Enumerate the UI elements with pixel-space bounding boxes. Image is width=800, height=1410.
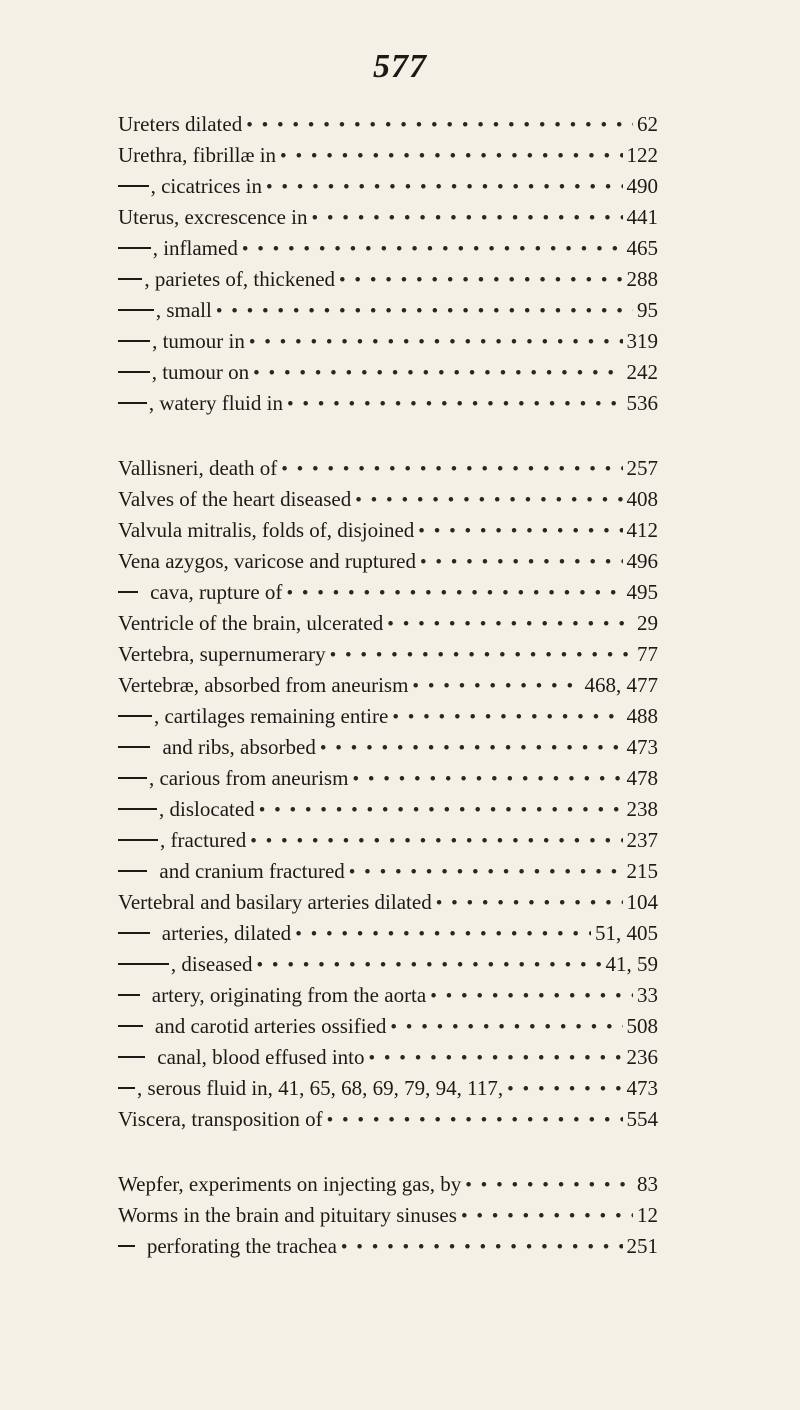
entry-pages: 490 [626,174,658,198]
entry-label: Vertebræ, absorbed from aneurism [118,673,409,697]
dot-leader [246,115,633,137]
entry-pages: 465 [626,236,658,260]
index-entry [118,735,658,766]
ditto-dash [118,839,158,841]
entry-pages: 83 [637,1172,658,1196]
entry-pages: 257 [626,456,658,480]
entry-pages: 496 [626,549,658,573]
ditto-dash [118,963,169,965]
ditto-dash [118,340,150,342]
ditto-dash [118,1245,135,1247]
ditto-dash [118,185,149,187]
ditto-dash [118,870,147,872]
index-entry [118,518,658,549]
index-entry [118,298,658,329]
entry-label: arteries, dilated [161,921,292,945]
dot-leader [311,208,622,230]
dot-leader [387,614,633,636]
dot-leader [507,1079,622,1101]
index-entry [118,174,658,205]
entry-label: Viscera, transposition of [118,1107,323,1131]
entry-pages: 251 [626,1234,658,1258]
dot-leader [436,893,623,915]
page-number: 577 [373,48,427,85]
dot-leader [242,239,623,261]
dot-leader [250,831,622,853]
entry-pages: 51, 405 [595,921,658,945]
dot-leader [465,1175,633,1197]
entry-label: artery, originating from the aorta [151,983,427,1007]
index-entry [118,797,658,828]
entry-label: , parietes of, thickened [144,267,336,291]
ditto-dash [118,808,157,810]
ditto-dash [118,777,147,779]
entry-label: perforating the trachea [146,1234,337,1258]
dot-leader [349,862,623,884]
dot-leader [253,363,622,385]
entry-pages: 12 [637,1203,658,1227]
index-entry [118,766,658,797]
entry-pages: 29 [637,611,658,635]
dot-leader [420,552,623,574]
dot-leader [281,459,622,481]
dot-leader [412,676,580,698]
entry-label: , cartilages remaining entire [153,704,389,728]
entry-label: , tumour in [152,329,245,353]
entry-label: Vena azygos, varicose and ruptured [118,549,416,573]
index-entry [118,267,658,298]
index-entries [118,112,658,1265]
index-entry [118,549,658,580]
entry-label: Wepfer, experiments on injecting gas, by [118,1172,462,1196]
dot-leader [266,177,623,199]
entry-pages: 95 [637,298,658,322]
entry-pages: 62 [637,112,658,136]
ditto-dash [118,932,150,934]
entry-pages: 478 [626,766,658,790]
entry-label: Vertebra, supernumerary [118,642,326,666]
dot-leader [330,645,633,667]
entry-pages: 408 [626,487,658,511]
dot-leader [327,1110,623,1132]
entry-label: , watery fluid in [148,391,283,415]
entry-label: canal, blood effused into [157,1045,365,1069]
index-entry [118,1014,658,1045]
dot-leader [418,521,622,543]
index-entry [118,859,658,890]
entry-label: and carotid arteries ossified [154,1014,387,1038]
entry-label: Vallisneri, death of [118,456,278,480]
index-entry [118,1107,658,1138]
index-entry [118,360,658,391]
dot-leader [295,924,591,946]
dot-leader [216,301,633,323]
index-entry [118,890,658,921]
dot-leader [352,769,622,791]
entry-pages: 495 [626,580,658,604]
ditto-dash [118,402,147,404]
index-entry [118,704,658,735]
dot-leader [286,583,622,605]
dot-leader [259,800,623,822]
entry-pages: 122 [626,143,658,167]
index-entry [118,952,658,983]
entry-pages: 319 [626,329,658,353]
entry-label: , tumour on [151,360,250,384]
entry-pages: 473 [626,1076,658,1100]
ditto-dash [118,746,150,748]
entry-pages: 508 [626,1014,658,1038]
index-entry [118,1045,658,1076]
entry-label: and ribs, absorbed [162,735,316,759]
ditto-dash [118,371,150,373]
entry-label: Vertebral and basilary arteries dilated [118,890,432,914]
entry-pages: 536 [626,391,658,415]
entry-pages: 237 [626,828,658,852]
ditto-dash [118,1025,143,1027]
dot-leader [461,1206,633,1228]
dot-leader [369,1048,623,1070]
entry-label: and cranium fractured [159,859,345,883]
ditto-dash [118,278,142,280]
entry-label: , inflamed [152,236,238,260]
entry-label: cava, rupture of [150,580,283,604]
entry-label: Worms in the brain and pituitary sinuses [118,1203,457,1227]
entry-label: Ureters dilated [118,112,243,136]
entry-label: , diseased [170,952,253,976]
dot-leader [430,986,633,1008]
index-entry [118,205,658,236]
entry-label: Ventricle of the brain, ulcerated [118,611,384,635]
entry-label: , dislocated [159,797,255,821]
dot-leader [339,270,622,292]
dot-leader [341,1237,623,1259]
dot-leader [320,738,623,760]
entry-label: Uterus, excrescence in [118,205,308,229]
ditto-dash [118,1087,135,1089]
dot-leader [355,490,622,512]
index-entry [118,487,658,518]
entry-pages: 488 [626,704,658,728]
entry-pages: 77 [637,642,658,666]
index-entry [118,1234,658,1265]
entry-pages: 236 [626,1045,658,1069]
ditto-dash [118,715,152,717]
dot-leader [249,332,623,354]
index-entry [118,329,658,360]
entry-pages: 554 [626,1107,658,1131]
entry-pages: 441 [626,205,658,229]
dot-leader [257,955,602,977]
index-entry [118,921,658,952]
entry-label: Urethra, fibrillæ in [118,143,277,167]
index-entry [118,1076,658,1107]
entry-pages: 242 [626,360,658,384]
entry-label: , serous fluid in, 41, 65, 68, 69, 79, 94, 117, [137,1076,504,1100]
ditto-dash [118,247,151,249]
index-entry [118,642,658,673]
index-entry [118,236,658,267]
entry-pages: 468, 477 [584,673,658,697]
entry-label: , fractured [159,828,247,852]
index-entry [118,673,658,704]
entry-pages: 288 [626,267,658,291]
ditto-dash [118,591,138,593]
dot-leader [287,394,623,416]
entry-label: , small [155,298,212,322]
index-entry [118,580,658,611]
index-entry [118,456,658,487]
index-entry [118,828,658,859]
entry-label: , carious from aneurism [148,766,349,790]
entry-pages: 238 [626,797,658,821]
index-entry [118,1172,658,1203]
entry-pages: 104 [626,890,658,914]
ditto-dash [118,1056,145,1058]
ditto-dash [118,309,154,311]
index-entry [118,391,658,422]
entry-pages: 215 [626,859,658,883]
index-entry [118,983,658,1014]
dot-leader [390,1017,622,1039]
entry-label: Valves of the heart diseased [118,487,352,511]
index-entry [118,112,658,143]
ditto-dash [118,994,140,996]
entry-pages: 473 [626,735,658,759]
index-entry [118,1203,658,1234]
entry-pages: 41, 59 [605,952,658,976]
dot-leader [392,707,622,729]
index-entry [118,143,658,174]
dot-leader [280,146,622,168]
entry-label: , cicatrices in [150,174,262,198]
entry-pages: 33 [637,983,658,1007]
entry-pages: 412 [626,518,658,542]
entry-label: Valvula mitralis, folds of, disjoined [118,518,415,542]
index-entry [118,611,658,642]
